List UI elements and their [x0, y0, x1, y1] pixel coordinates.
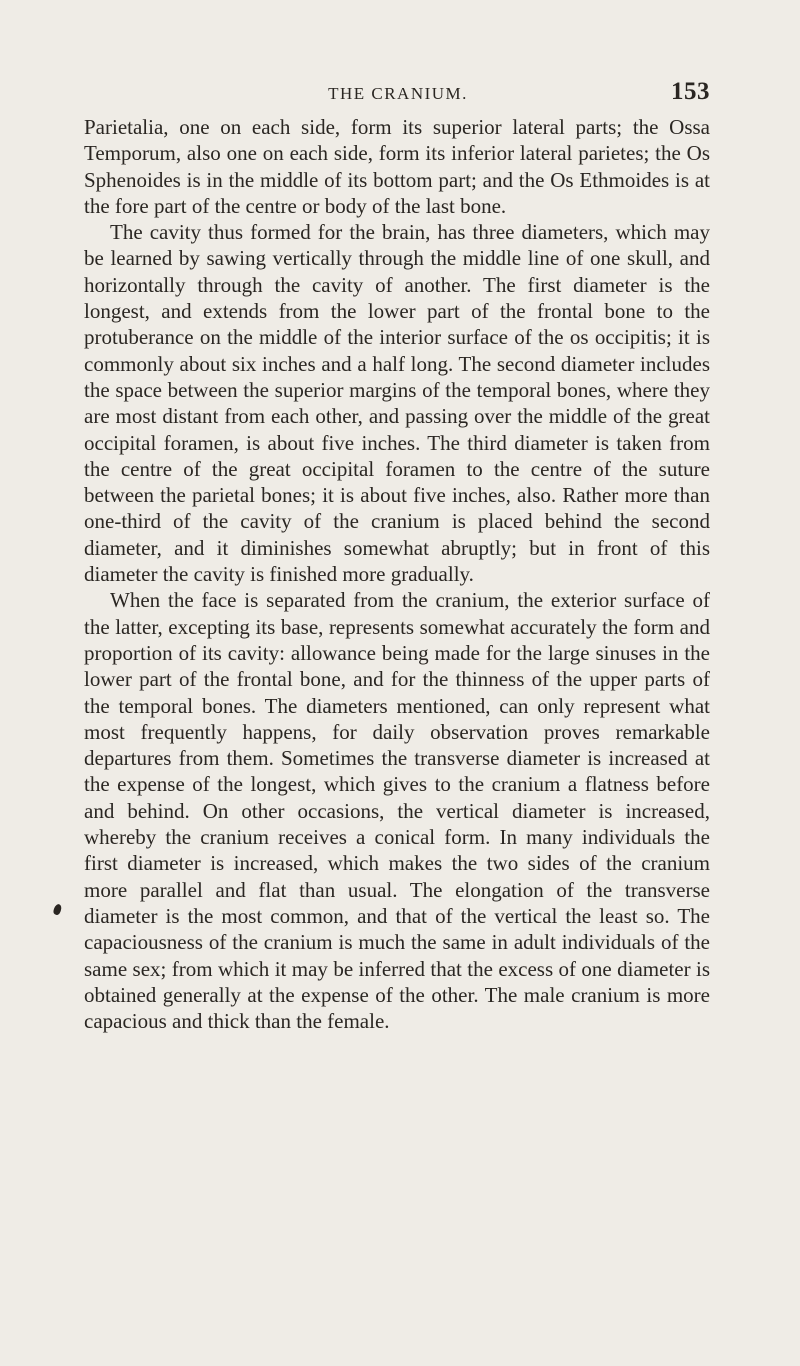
paragraph-diameters: The cavity thus formed for the brain, has three diameters, which may be learned by sawing vertically through the middle line of one skull, and horizontally through the cavity of another. The first diameter is the longest, and extends from the lower part of the frontal bone to the protuberance on the middle of the interior surface of the os occipitis; it is commonly about six inches and a half long. The second diameter includes the space between the superior margins of the temporal bones, where they are most distant from each other, and passing over the middle of the great occipital foramen, is about five inches. The third diameter is taken from the centre of the great occipital foramen to the centre of the suture between the parietal bones; it is about five inches, also. Rather more than one-third of the cavity of the cranium is placed behind the second diameter, and it diminishes somewhat abruptly; but in front of this diameter the cavity is finished more gradually.	[84, 220, 710, 587]
running-head	[86, 78, 710, 108]
page-number: 153	[671, 78, 710, 105]
running-title: THE CRANIUM.	[328, 84, 468, 103]
ink-blot-mark	[52, 903, 62, 916]
paragraph-continued: Parietalia, one on each side, form its superior lateral parts; the Ossa Temporum, also one on each side, form its inferior lateral parietes; the Os Sphenoides is in the middle of its bottom part; and the Os Ethmoides is at the fore part of the centre or body of the last bone.	[84, 115, 710, 218]
paragraph-exterior-surface: When the face is separated from the cranium, the exterior surface of the latter, excepting its base, represents somewhat accurately the form and proportion of its cavity: allowance being made for the large sinuses in the lower part of the frontal bone, and for the thinness of the upper parts of the temporal bones. The diameters mentioned, can only represent what most frequently happens, for daily observation proves remarkable departures from them. Sometimes the transverse diameter is increased at the expense of the longest, which gives to the cranium a flatness before and behind. On other occasions, the vertical diameter is increased, whereby the cranium receives a conical form. In many individuals the first diameter is increased, which makes the two sides of the cranium more parallel and flat than usual. The elongation of the transverse diameter is the most common, and that of the vertical the least so. The capaciousness of the cranium is much the same in adult individuals of the same sex; from which it may be inferred that the excess of one diameter is obtained generally at the expense of the other. The male cranium is more capacious and thick than the female.	[84, 588, 710, 1034]
body-text	[84, 114, 710, 1034]
